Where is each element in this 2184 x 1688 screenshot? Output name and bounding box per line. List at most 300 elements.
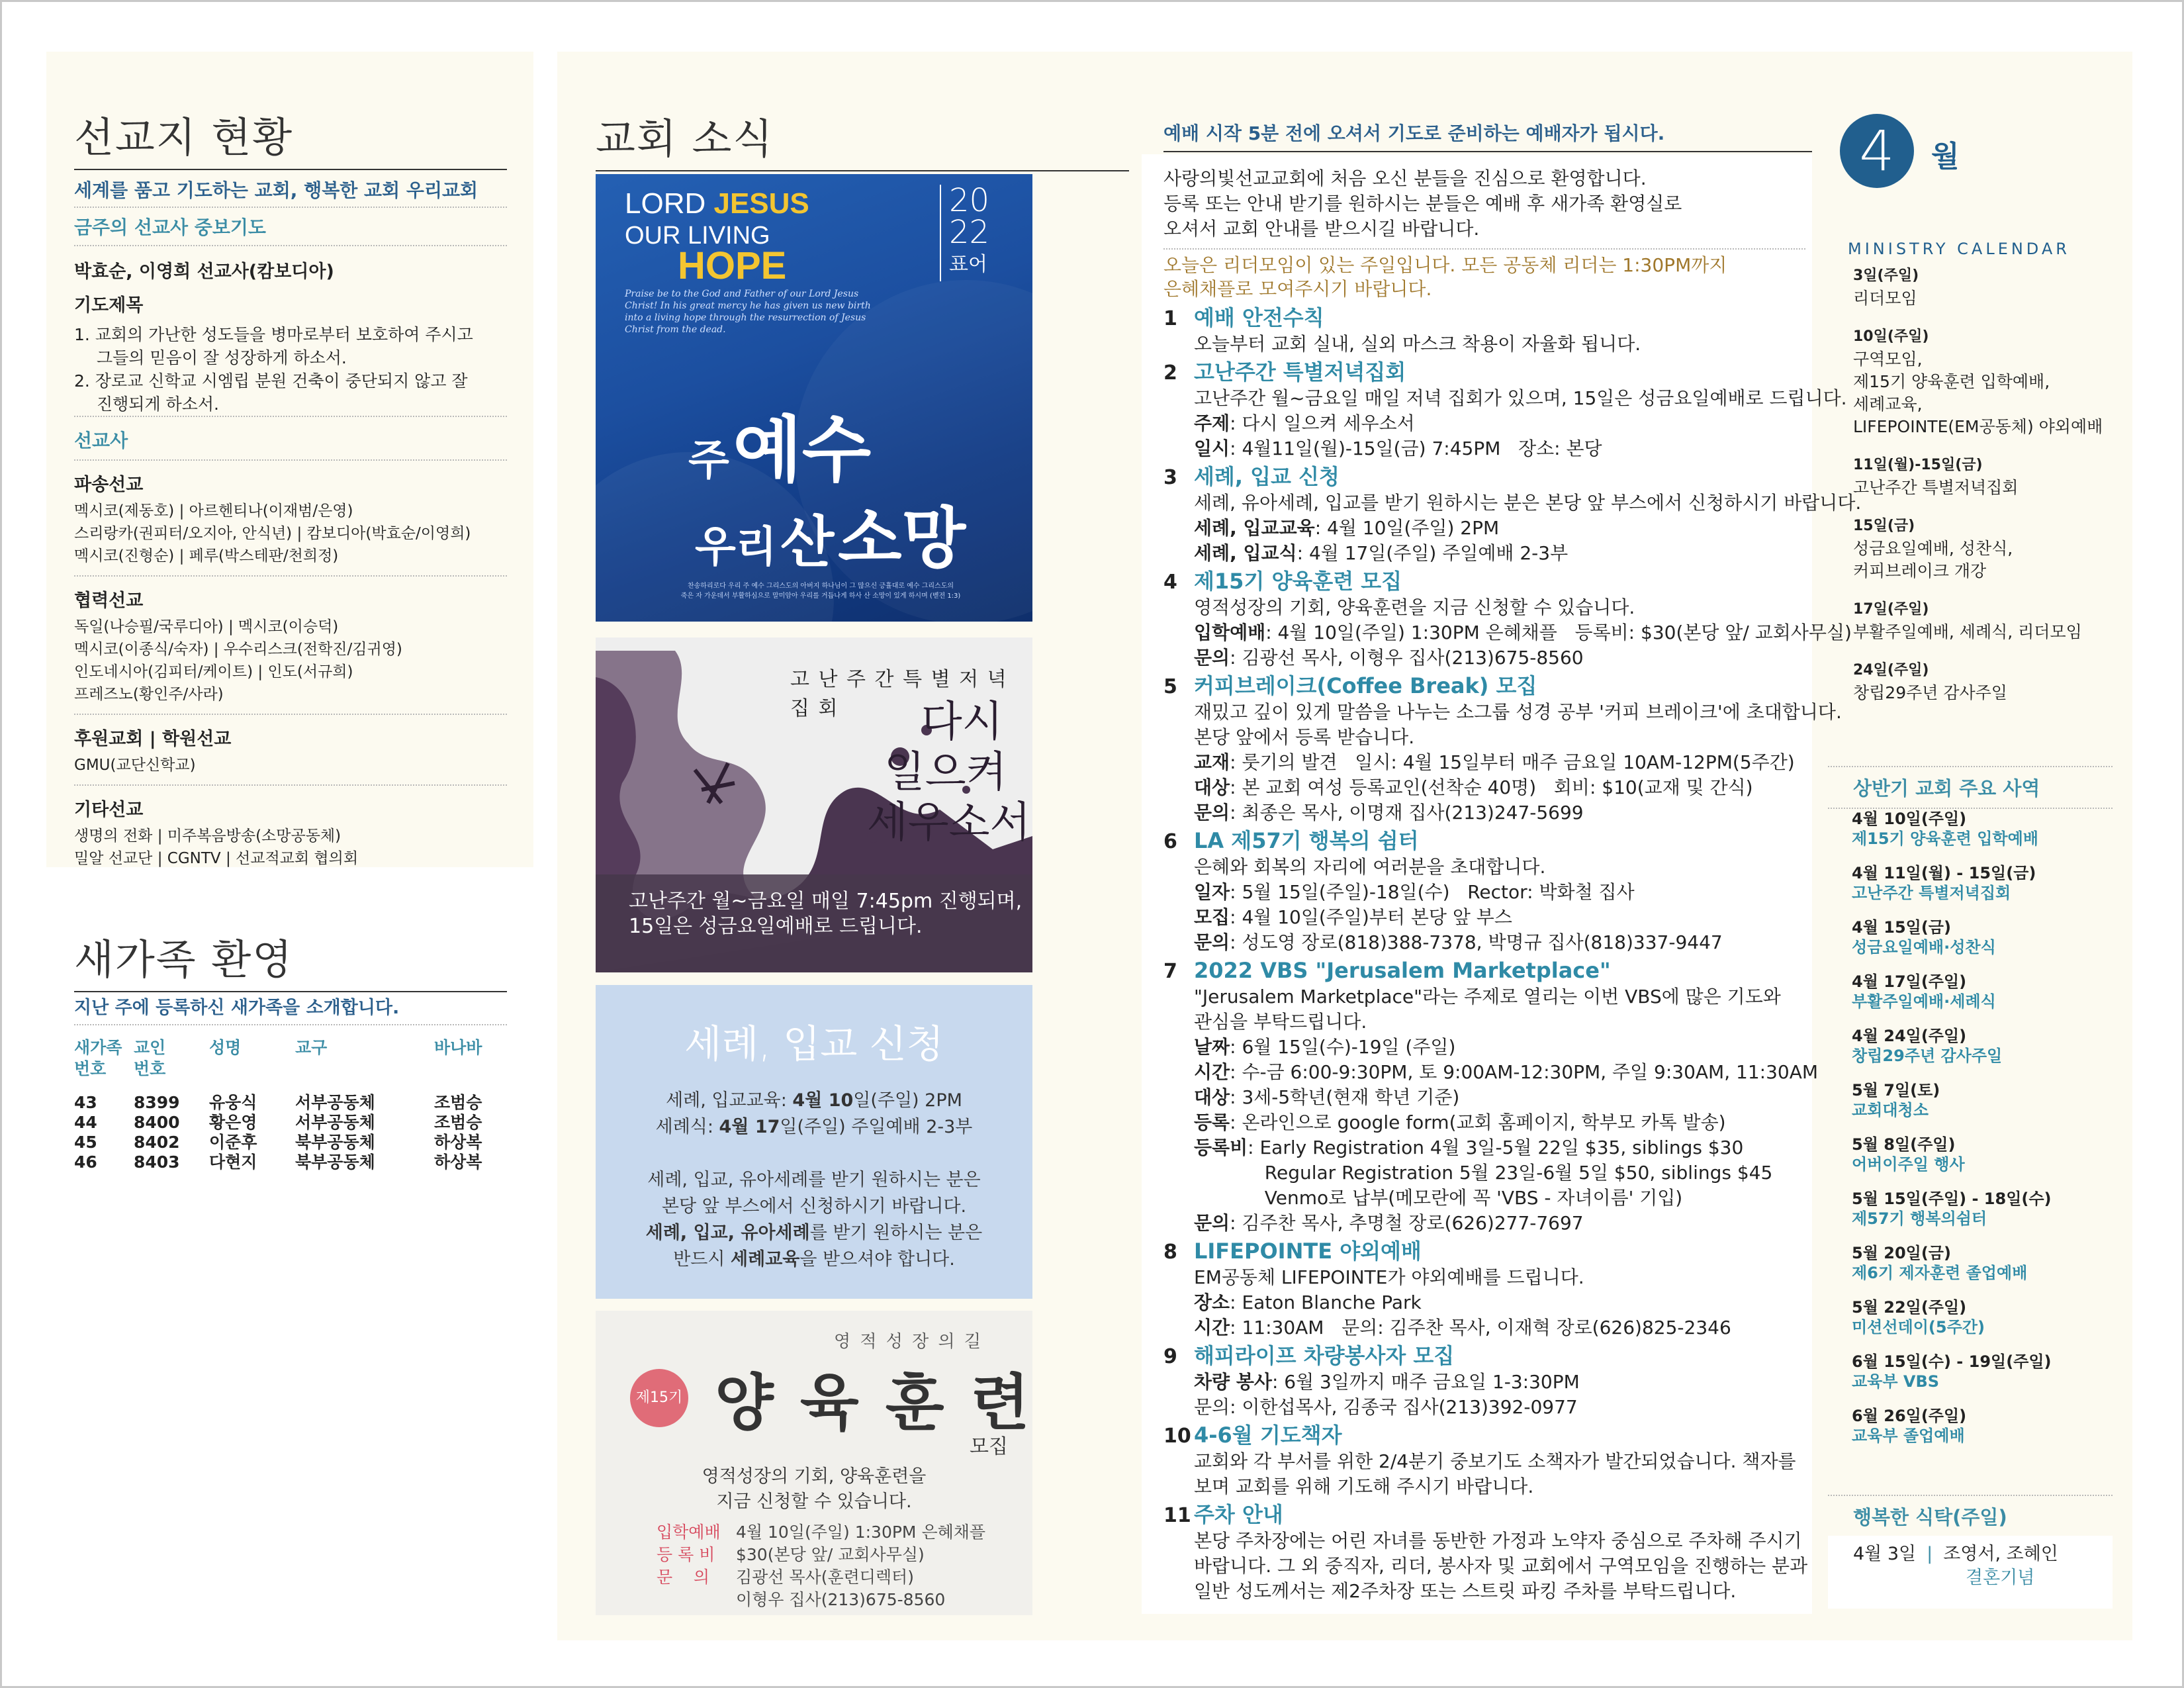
news-item-line [1163, 1395, 1812, 1420]
training-desc-line: 영적성장의 기회, 양육훈련을 [702, 1466, 927, 1487]
event-item [1852, 1243, 2116, 1283]
news-item-label: 세례, 입교식 [1194, 542, 1297, 564]
events-list [1852, 809, 2116, 1460]
news-item-text: : 룻기의 발견 일시: 4월 15일부터 매주 금요일 10AM-12PM(5주간) [1230, 751, 1795, 773]
bt: 4월 17 [719, 1117, 780, 1137]
motto-en-hope: HOPE [678, 244, 787, 287]
calendar-date: 15일(금) [1853, 518, 1915, 534]
news-item-line [1163, 930, 1812, 955]
calligraphy-line: 일으켜 [884, 748, 1007, 797]
news-item-text: : 성도영 장로(818)388-7378, 박명규 집사(818)337-9447 [1230, 931, 1723, 953]
event-text: 제6기 제자훈련 졸업예배 [1852, 1264, 2028, 1282]
group-other [74, 786, 507, 878]
motto-k-ju: 주 [688, 436, 729, 485]
holy-week-poster [596, 637, 1032, 972]
cell: 하상복 [434, 1152, 482, 1172]
news-item [1163, 1502, 1812, 1604]
calendar-entry [1853, 515, 2105, 583]
training-title: 양 육 훈 련 [715, 1368, 1032, 1438]
calendar-date: 3일(주일) [1853, 267, 1919, 284]
news-item-header [1163, 569, 1812, 595]
table-row [74, 1113, 500, 1133]
cell: 45 [74, 1133, 97, 1152]
group-line: 인도네시아(김피터/케이트) | 인도(서규희) [74, 663, 353, 680]
news-item-number: 9 [1163, 1345, 1177, 1368]
event-item [1852, 972, 2116, 1011]
news-item-label: 일시 [1194, 438, 1230, 459]
news-item-header [1163, 305, 1812, 332]
news-item-title: 커피브레이크(Coffee Break) 모집 [1194, 673, 1537, 698]
calligraphy-line: 다시 [921, 698, 1003, 747]
news-item-line [1163, 1035, 1812, 1060]
news-item-line [1163, 1370, 1812, 1395]
group-title: 협력선교 [74, 590, 144, 611]
mission-panel [46, 52, 533, 867]
event-item [1852, 1406, 2116, 1446]
news-item-title: LA 제57기 행복의 쉼터 [1194, 828, 1419, 853]
news-header [596, 106, 1129, 171]
cell: 조범승 [434, 1113, 482, 1132]
news-item-header [1163, 958, 1812, 984]
news-item-line [1163, 1085, 1812, 1110]
news-item-label: 문의 [1194, 931, 1230, 953]
news-item-header [1163, 828, 1812, 855]
calendar-text: LIFEPOINTE(EM공동체) 야외예배 [1853, 417, 2103, 436]
motto-en-jesus: JESUS [713, 187, 809, 220]
motto-k-somang: 소망 [837, 500, 966, 577]
calendar-text: 창립29주년 감사주일 [1853, 683, 2007, 702]
news-item-header [1163, 1239, 1812, 1265]
news-item-label: 모집 [1194, 906, 1230, 928]
news-item [1163, 1343, 1812, 1420]
event-text: 교회대청소 [1852, 1101, 1929, 1119]
cell: 하상복 [434, 1133, 482, 1152]
leader-note [1163, 248, 1805, 301]
missionary-name: 박효순, 이영희 선교사(캄보디아) [74, 261, 334, 282]
news-item-number: 3 [1163, 466, 1177, 489]
col-header: 바나바 [434, 1038, 482, 1057]
event-text: 부활주일예배·세례식 [1852, 992, 1996, 1011]
event-date: 4월 24일(주일) [1852, 1027, 1967, 1045]
event-text: 교육부 VBS [1852, 1372, 1940, 1391]
news-item-line [1163, 905, 1812, 930]
prayer-line: 그들의 믿음이 잘 성장하게 하소서. [97, 348, 347, 367]
event-text: 고난주간 특별저녁집회 [1852, 884, 2011, 902]
training-desc-line: 지금 신청할 수 있습니다. [716, 1491, 912, 1512]
news-item-text: Regular Registration 5월 23일-6월 5일 $50, siblings $45 [1194, 1162, 1773, 1184]
group-line: 스리랑카(권피터/오지아, 안식년) | 캄보디아(박효순/이영희) [74, 525, 471, 542]
motto-k-uri: 우리 [695, 523, 777, 572]
table-row [74, 1093, 500, 1113]
news-item-number: 7 [1163, 960, 1177, 983]
event-date: 5월 15일(주일) - 18일(수) [1852, 1190, 2052, 1208]
news-item-line [1163, 595, 1812, 620]
news-item-title: 고난주간 특별저녁집회 [1194, 359, 1406, 385]
news-item-header [1163, 359, 1812, 386]
news-item-line [1163, 1315, 1812, 1340]
baptism-poster [596, 985, 1032, 1299]
news-item-text: 은혜와 회복의 자리에 여러분을 초대합니다. [1194, 856, 1546, 878]
news-item-line [1163, 1110, 1812, 1135]
events-heading: 상반기 교회 주요 사역 [1828, 766, 2113, 809]
news-item-line [1163, 725, 1812, 750]
news-item-line [1163, 491, 1862, 516]
news-item-text: Venmo로 납부(메모란에 꼭 'VBS - 자녀이름' 기입) [1194, 1187, 1683, 1209]
news-item-line [1163, 620, 1852, 645]
news-item-number: 4 [1163, 571, 1177, 594]
bt: 세례, 입교교육: [666, 1090, 793, 1111]
baptism-line: 세례, 입교, 유아세례를 받기 원하시는 분은 [647, 1170, 981, 1190]
welcome-table [74, 1037, 500, 1172]
calendar-entry [1853, 265, 2105, 310]
news-item-line [1163, 386, 1847, 411]
event-item [1852, 1189, 2116, 1229]
calendar-date: 17일(주일) [1853, 601, 1929, 618]
event-text: 창립29주년 감사주일 [1852, 1047, 2003, 1065]
group-support [74, 715, 507, 786]
news-item-text: "Jerusalem Marketplace"라는 주제로 열리는 이번 VBS에 많은 기도와 [1194, 986, 1781, 1008]
news-item-label: 문의 [1194, 1212, 1230, 1234]
mission-title: 선교지 현황 [74, 113, 294, 162]
news-item-header [1163, 1343, 1812, 1370]
news-item-text: : 김광선 목사, 이형우 집사(213)675-8560 [1230, 647, 1584, 669]
news-item-title: 세례, 입교 신청 [1194, 464, 1340, 489]
event-text: 제57기 행복의쉼터 [1852, 1209, 1987, 1228]
bt: 세례, 입교, 유아세례 [645, 1223, 810, 1243]
news-item-number: 8 [1163, 1241, 1177, 1264]
event-text: 성금요일예배·성찬식 [1852, 938, 1996, 957]
col-header: 새가족 번호 [74, 1038, 122, 1078]
event-text: 교육부 졸업예배 [1852, 1427, 1965, 1445]
cell: 유웅식 [209, 1093, 257, 1112]
news-item-label: 시간 [1194, 1061, 1230, 1083]
news-list [1142, 154, 1862, 1614]
calendar-heading: MINISTRY CALENDAR [1848, 240, 2070, 258]
news-item-text: 고난주간 월~금요일 매일 저녁 집회가 있으며, 15일은 성금요일예배로 드립니다. [1194, 387, 1847, 409]
news-item-title: 예배 안전수칙 [1194, 305, 1324, 330]
training-row [657, 1566, 985, 1589]
training-recruit: 모집 [970, 1435, 1008, 1458]
training-desc [596, 1464, 1032, 1515]
motto-en-living: OUR LIVING [625, 222, 770, 250]
table-row [74, 1133, 500, 1152]
event-item [1852, 809, 2116, 849]
news-item-label: 세례, 입교교육 [1194, 517, 1315, 539]
calendar-text: 세례교육, [1853, 395, 1923, 414]
calendar-date: 10일(주일) [1853, 328, 1929, 345]
intro-line: 오셔서 교회 안내를 받으시길 바랍니다. [1163, 218, 1480, 240]
leader-note-line: 오늘은 리더모임이 있는 주일입니다. 모든 공동체 리더는 1:30PM까지 [1163, 254, 1727, 276]
news-item-label: 주제 [1194, 412, 1230, 434]
news-item-text: 관심을 부탁드립니다. [1194, 1011, 1367, 1033]
event-text: 미션선데이(5주간) [1852, 1318, 1985, 1336]
news-item-text: : 수-금 6:00-9:30PM, 토 9:00AM-12:30PM, 주일 9:30AM, 11:30AM [1230, 1061, 1819, 1083]
news-item-text: 본당 주차장에는 어린 자녀를 동반한 가정과 노약자 중심으로 주차해 주시기 [1194, 1530, 1802, 1552]
baptism-line [596, 1088, 1032, 1114]
news-item-line [1163, 1060, 1819, 1085]
news-item-number: 10 [1163, 1425, 1191, 1448]
calendar-text: 부활주일예배, 세례식, 리더모임 [1853, 622, 2082, 641]
motto-en-lord: LORD [625, 187, 706, 220]
bt: 를 받기 원하시는 분은 [809, 1223, 983, 1243]
holy-week-info [596, 874, 1032, 972]
baptism-title: 세례, 입교 신청 [684, 1021, 944, 1066]
news-item-label: 등록 [1194, 1111, 1230, 1133]
motto-verse-line: 죽은 자 가운데서 부활하심으로 말미암아 우리를 거듭나게 하사 산 소망이 있게 하시며 (벧전 1:3) [680, 592, 961, 600]
calendar-entry [1853, 598, 2105, 643]
bt: 세례식: [655, 1117, 719, 1137]
news-item-line [1163, 1579, 1812, 1604]
news-item-number: 11 [1163, 1504, 1191, 1527]
calendar-text: 성금요일예배, 성찬식, [1853, 539, 2013, 558]
happy-table-date: 4월 3일 [1853, 1544, 1917, 1564]
cell: 8402 [134, 1133, 180, 1152]
news-item-line [1163, 750, 1812, 775]
news-item-header [1163, 1423, 1812, 1449]
group-line: 멕시코(이종식/숙자) | 우수리스크(전학진/김귀영) [74, 641, 402, 658]
happy-table-row: 4월 3일 | 조영서, 조혜인 [1853, 1544, 2058, 1564]
news-item-line [1163, 984, 1812, 1009]
news-item-label: 등록비 [1194, 1137, 1248, 1158]
mission-slogan: 세계를 품고 기도하는 교회, 행복한 교회 우리교회 [74, 176, 507, 208]
bt: 일(주일) 주일예배 2-3부 [780, 1117, 973, 1137]
news-item-title: 2022 VBS "Jerusalem Marketplace" [1194, 958, 1611, 983]
cell: 서부공동체 [295, 1093, 375, 1112]
cell: 이준후 [209, 1133, 257, 1152]
news-item-label: 차량 봉사 [1194, 1371, 1272, 1393]
weekly-heading: 금주의 선교사 중보기도 [74, 208, 507, 246]
news-item-text: : 김주찬 목사, 추명철 장로(626)277-7697 [1230, 1212, 1584, 1234]
news-item-line [1163, 1528, 1812, 1554]
group-line: 멕시코(제동호) | 아르헨티나(이재범/은영) [74, 502, 353, 520]
event-item [1852, 1297, 2116, 1337]
news-item [1163, 1239, 1812, 1340]
training-poster [596, 1311, 1032, 1615]
news-item-text: : 4월 10일(주일) 2PM [1314, 517, 1500, 539]
news-item-line [1163, 1211, 1812, 1236]
month-circle: 4 [1840, 114, 1914, 188]
event-date: 5월 20일(금) [1852, 1244, 1951, 1262]
event-date: 5월 8일(주일) [1852, 1135, 1956, 1154]
calligraphy-line: 세우소서 [867, 798, 1031, 847]
news-item-text: 세례, 유아세례, 입교를 받기 원하시는 분은 본당 앞 부스에서 신청하시기 바랍니다. [1194, 492, 1862, 514]
news-item-line [1163, 436, 1812, 461]
event-date: 5월 22일(주일) [1852, 1298, 1967, 1317]
news-item-text: : 6월 3일까지 매주 금요일 1-3:30PM [1271, 1371, 1580, 1393]
news-item-text: : 4월 10일(주일) 1:30PM 은혜채플 등록비: $30(본당 앞/ 교회사무실) [1265, 622, 1852, 643]
news-item-text: : 5월 15일(주일)-18일(수) Rector: 박화철 집사 [1230, 881, 1635, 903]
happy-table-names: 조영서, 조혜인 [1943, 1544, 2058, 1564]
training-value: $30(본당 앞/ 교회사무실) [736, 1545, 925, 1564]
bt: 4월 10 [792, 1090, 854, 1111]
news-item-label: 시간 [1194, 1317, 1230, 1338]
holy-week-calligraphy [860, 697, 1030, 848]
news-item [1163, 673, 1842, 825]
news-item-number: 2 [1163, 361, 1177, 385]
baptism-line [596, 1114, 1032, 1141]
baptism-line [596, 1220, 1032, 1246]
calendar-entry [1853, 659, 2105, 704]
bt: 일(주일) 2PM [853, 1090, 962, 1111]
group-line: 멕시코(진형순) | 페루(박스테판/천희정) [74, 547, 339, 565]
news-item-text: 교회와 각 부서를 위한 2/4분기 중보기도 소책자가 발간되었습니다. 책자를 [1194, 1450, 1796, 1472]
event-date: 6월 26일(주일) [1852, 1407, 1967, 1425]
intro-line: 사랑의빛선교교회에 처음 오신 분들을 진심으로 환영합니다. [1163, 167, 1647, 189]
event-date: 5월 7일(토) [1852, 1081, 1940, 1100]
year-bottom: 22 [949, 214, 990, 251]
motto-verse-ko [635, 581, 1006, 601]
calendar-text: 커피브레이크 개강 [1853, 561, 1987, 581]
bt: 을 받으셔야 합니다. [799, 1249, 955, 1270]
event-item [1852, 1026, 2116, 1066]
event-text: 어버이주일 행사 [1852, 1155, 1965, 1174]
calendar-entry [1853, 454, 2105, 499]
calendar-text: 고난주간 특별저녁집회 [1853, 478, 2019, 497]
motto-k-yesu: 예수 [733, 409, 872, 492]
news-item-title: 주차 안내 [1194, 1502, 1283, 1527]
month-label: 월 [1931, 140, 1960, 173]
prayer-line: 2. 장로교 신학교 시엠립 분원 건축이 중단되지 않고 잘 [74, 371, 468, 391]
group-line: GMU(교단신학교) [74, 757, 196, 774]
group-partner [74, 577, 507, 715]
event-text: 제15기 양육훈련 입학예배 [1852, 829, 2038, 848]
news-item-line [1163, 1474, 1812, 1499]
news-item-text: 오늘부터 교회 실내, 실외 마스크 착용이 자율화 됩니다. [1194, 333, 1641, 355]
group-line: 밀알 선교단 | CGNTV | 선교적교회 협의회 [74, 850, 359, 867]
news-item-line [1163, 332, 1812, 357]
event-item [1852, 863, 2116, 903]
cell: 46 [74, 1152, 97, 1172]
calendar-text: 리더모임 [1853, 289, 1917, 308]
news-item-label: 대상 [1194, 776, 1230, 798]
news-item-text: 보며 교회를 위해 기도해 주시기 바랍니다. [1194, 1476, 1534, 1497]
news-item-line [1163, 800, 1812, 825]
news-item-text: : 11:30AM 문의: 김주찬 목사, 이재혁 장로(626)825-2346 [1230, 1317, 1731, 1338]
event-item [1852, 917, 2116, 957]
news-item-line [1163, 1186, 1812, 1211]
news-item-text: 바랍니다. 그 외 중직자, 리더, 봉사자 및 교회에서 구역모임을 진행하는 분과 [1194, 1555, 1808, 1577]
training-value: 김광선 목사(훈련디렉터) [736, 1568, 914, 1587]
news-item-label: 입학예배 [1194, 622, 1266, 643]
training-subtitle: 영 적 성 장 의 길 [834, 1332, 983, 1352]
training-value: 이형우 집사(213)675-8560 [736, 1590, 946, 1609]
news-item-title: 해피라이프 차량봉사자 모집 [1194, 1343, 1455, 1368]
news-item-label: 문의 [1194, 647, 1230, 669]
welcome-title: 새가족 환영 [74, 935, 294, 984]
news-item-line [1163, 855, 1812, 880]
news-item-line [1163, 1265, 1812, 1290]
news-item-line [1163, 645, 1812, 671]
news-item-line [1163, 1449, 1812, 1474]
news-item-text: : Early Registration 4월 3일-5월 22일 $35, siblings $30 [1248, 1137, 1744, 1158]
prayer-title: 기도제목 [74, 295, 144, 316]
training-details [657, 1521, 985, 1611]
news-item-line [1163, 1135, 1812, 1160]
holy-week-info-line: 고난주간 월~금요일 매일 7:45pm 진행되며, [629, 890, 1023, 913]
news-item-text: : 최종은 목사, 이명재 집사(213)247-5699 [1230, 802, 1584, 823]
news-items [1142, 301, 1862, 1604]
motto-k-san: 산 [780, 510, 835, 575]
event-item [1852, 1135, 2116, 1174]
news-item-text: EM공동체 LIFEPOINTE가 야외예배를 드립니다. [1194, 1266, 1584, 1288]
event-date: 4월 15일(금) [1852, 918, 1951, 937]
news-item-header [1163, 673, 1812, 700]
motto-label: 표어 [949, 253, 987, 276]
news-item [1163, 305, 1812, 357]
baptism-line: 본당 앞 부스에서 신청하시기 바랍니다. [661, 1196, 967, 1217]
news-item-label: 문의 [1194, 802, 1230, 823]
baptism-line [596, 1246, 1032, 1273]
news-banner: 예배 시작 5분 전에 오셔서 기도로 준비하는 예배자가 됩시다. [1163, 119, 1812, 152]
group-title: 후원교회 | 학원선교 [74, 729, 232, 749]
holy-week-info-line: 15일은 성금요일예배로 드립니다. [629, 915, 923, 938]
news-item-text: : 3세-5학년(현재 학년 기준) [1230, 1086, 1460, 1108]
news-item-line [1163, 775, 1812, 800]
calendar-entry [1853, 326, 2105, 438]
news-item-title: LIFEPOINTE 야외예배 [1194, 1239, 1422, 1264]
col-header: 성명 [209, 1038, 242, 1057]
cell: 44 [74, 1113, 97, 1132]
training-row [657, 1544, 985, 1566]
news-item-text: 일반 성도께서는 제2주차장 또는 스트릿 파킹 주차를 부탁드립니다. [1194, 1580, 1737, 1602]
calendar-date: 24일(주일) [1853, 662, 1929, 679]
news-item-line [1163, 516, 1812, 541]
missionaries-heading: 선교사 [74, 417, 507, 461]
bt: 반드시 [673, 1249, 731, 1270]
calendar-entries [1853, 265, 2105, 720]
event-item [1852, 1080, 2116, 1120]
cell: 황은영 [209, 1113, 257, 1132]
news-title: 교회 소식 [596, 115, 774, 163]
prayer-line: 진행되게 하소서. [74, 393, 507, 417]
col-header: 교구 [295, 1038, 328, 1057]
training-label: 입학예배 [657, 1523, 721, 1542]
calendar-text: 구역모임, [1853, 350, 1923, 369]
training-badge: 제15기 [630, 1369, 688, 1427]
news-item-text: : 4월 17일(주일) 주일예배 2-3부 [1297, 542, 1569, 564]
event-date: 6월 15일(수) - 19일(주일) [1852, 1352, 2052, 1371]
cell: 43 [74, 1093, 97, 1112]
news-item-text: : 본 교회 여성 등록교인(선착순 40명) 회비: $10(교재 및 간식) [1230, 776, 1753, 798]
event-date: 4월 17일(주일) [1852, 972, 1967, 991]
table-row [74, 1152, 500, 1172]
news-item [1163, 1423, 1812, 1499]
news-item-line [1163, 1554, 1812, 1579]
news-item-text: 재밌고 깊이 있게 말씀을 나누는 소그룹 성경 공부 '커피 브레이크'에 초대합니다. [1194, 701, 1842, 723]
col-header: 교인 번호 [134, 1038, 166, 1078]
missionary-groups [74, 461, 507, 878]
training-row [657, 1521, 985, 1544]
news-item [1163, 828, 1812, 955]
news-item-text: : 온라인으로 google form(교회 홈페이지, 학부모 카톡 발송) [1230, 1111, 1726, 1133]
news-item-header [1163, 1502, 1812, 1528]
group-sent [74, 461, 507, 577]
news-item-text: 문의: 이한섭목사, 김종국 집사(213)392-0977 [1194, 1396, 1578, 1418]
cell: 북부공동체 [295, 1152, 375, 1172]
bt: 세례교육 [731, 1249, 800, 1270]
event-date: 4월 10일(주일) [1852, 810, 1967, 828]
welcome-subtitle: 지난 주에 등록하신 새가족을 소개합니다. [74, 993, 507, 1025]
baptism-body [596, 1088, 1032, 1273]
news-item-text: 본당 앞에서 등록 받습니다. [1194, 726, 1415, 748]
happy-table [1828, 1536, 2113, 1609]
group-line: 프레즈노(황인주/사라) [74, 686, 224, 703]
group-title: 기타선교 [74, 800, 144, 820]
group-title: 파송선교 [74, 475, 144, 495]
news-item-number: 1 [1163, 307, 1177, 330]
cell: 8403 [134, 1152, 180, 1172]
motto-english [625, 189, 809, 285]
